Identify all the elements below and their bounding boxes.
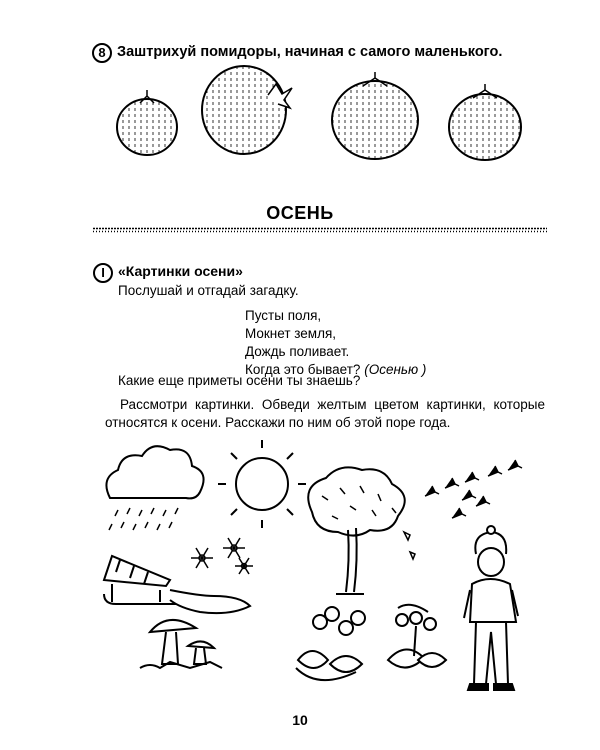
instruction-text: Послушай и отгадай загадку.: [118, 283, 299, 298]
bell-flowers-icon: [388, 605, 446, 668]
riddle-answer: (Осенью ): [364, 362, 427, 377]
page-number: 10: [292, 712, 308, 728]
flying-birds-icon: [425, 460, 522, 518]
question-text: Какие еще приметы осени ты знаешь?: [118, 373, 361, 388]
task-8-text: Заштрихуй помидоры, начиная с самого маленького.: [117, 44, 503, 60]
rain-cloud-icon: [106, 446, 203, 530]
poem-line: Когда это бывает?: [245, 362, 361, 377]
poem-line: Дождь поливает.: [245, 344, 350, 359]
instruction-paragraph: Рассмотри картинки. Обведи желтым цветом картинки, которые относятся к осени. Расскажи по ним об этой поре года.: [105, 397, 545, 430]
poem-line: Мокнет земля,: [245, 326, 337, 341]
violet-flowers-icon: [296, 607, 365, 680]
section-title: ОСЕНЬ: [266, 203, 334, 223]
windy-tree-icon: [308, 467, 415, 594]
task-number-badge: I: [93, 263, 113, 283]
task-number-badge: 8: [92, 43, 112, 63]
boy-icon: [464, 526, 518, 690]
task-1-title: «Картинки осени»: [118, 263, 243, 279]
sled-icon: [104, 556, 250, 613]
mushrooms-icon: [140, 620, 222, 668]
poem-line: Пусты поля,: [245, 308, 322, 323]
snowflakes-icon: [191, 538, 253, 574]
sun-icon: [218, 440, 306, 528]
